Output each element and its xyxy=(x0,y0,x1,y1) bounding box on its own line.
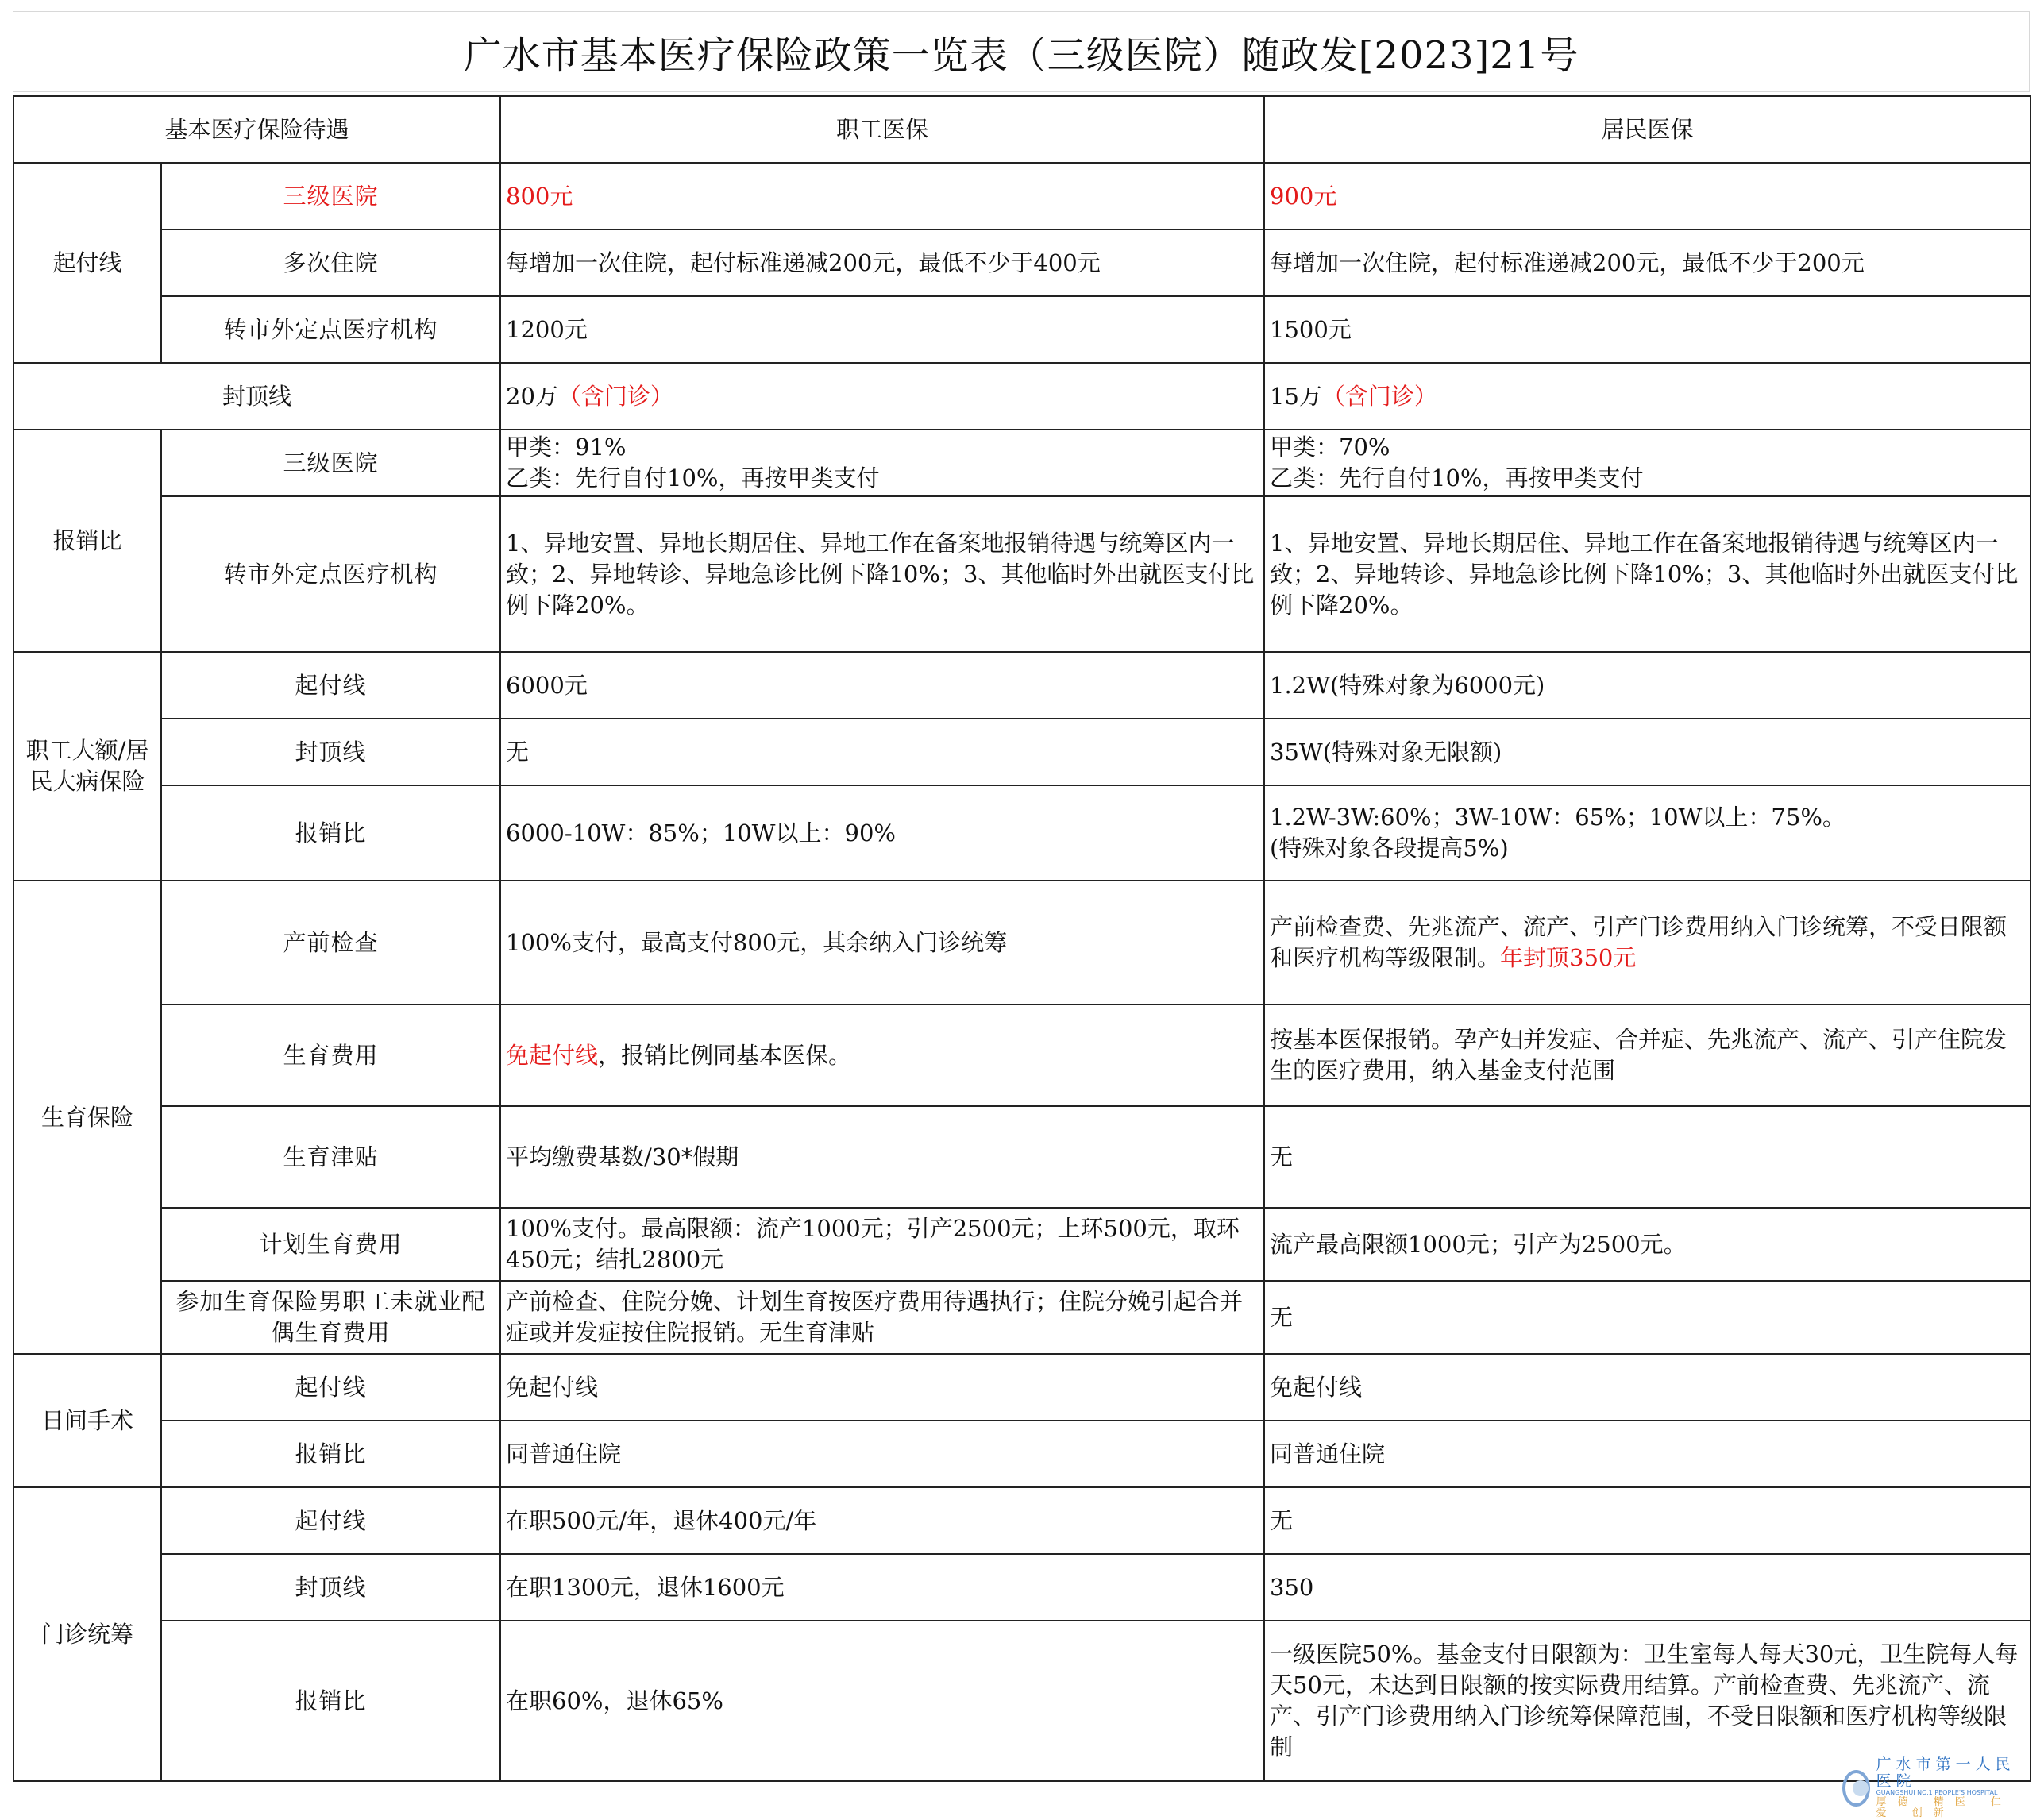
employee-value xyxy=(500,430,1264,496)
logo-text xyxy=(1876,1756,2027,1819)
item-cap: 封顶线 xyxy=(161,1554,500,1621)
employee-value: 在职1300元，退休1600元 xyxy=(500,1554,1264,1621)
table-row xyxy=(13,1421,2031,1487)
table-row xyxy=(13,430,2031,496)
resident-value: 无 xyxy=(1264,1281,2031,1354)
item-ratio: 报销比 xyxy=(161,1421,500,1487)
resident-value: 每增加一次住院，起付标准递减200元，最低不少于200元 xyxy=(1264,229,2031,296)
group-day-surgery: 日间手术 xyxy=(13,1354,161,1487)
table-row xyxy=(13,719,2031,785)
employee-value: 每增加一次住院，起付标准递减200元，最低不少于400元 xyxy=(500,229,1264,296)
employee-value: 同普通住院 xyxy=(500,1421,1264,1487)
header-resident: 居民医保 xyxy=(1264,96,2031,163)
resident-prenatal-text: 产前检查费、先兆流产、流产、引产门诊费用纳入门诊统筹，不受日限额和医疗机构等级限制。 xyxy=(1270,913,2007,971)
item-tertiary-hospital: 三级医院 xyxy=(161,430,500,496)
table-row xyxy=(13,1106,2031,1208)
logo-motto: 厚德 精医 仁爱 创新 xyxy=(1876,1796,2012,1820)
employee-birth-note: 免起付线 xyxy=(506,1041,599,1069)
resident-ratio-note: (特殊对象各段提高5%) xyxy=(1270,835,1509,862)
table-row xyxy=(13,1621,2031,1781)
item-ratio: 报销比 xyxy=(161,1621,500,1781)
table-row xyxy=(13,1554,2031,1621)
item-family-planning: 计划生育费用 xyxy=(161,1208,500,1281)
table-row xyxy=(13,163,2031,229)
resident-class-b: 乙类：先行自付10%，再按甲类支付 xyxy=(1270,465,1644,492)
employee-value xyxy=(500,1004,1264,1106)
resident-value: 免起付线 xyxy=(1264,1354,2031,1421)
logo-english-name: GUANGSHUI NO.1 PEOPLE'S HOSPITAL xyxy=(1876,1789,1998,1797)
resident-value: 无 xyxy=(1264,1106,2031,1208)
resident-value xyxy=(1264,363,2031,430)
item-spouse-birth: 参加生育保险男职工未就业配偶生育费用 xyxy=(161,1281,500,1354)
group-maternity: 生育保险 xyxy=(13,881,161,1354)
resident-value: 1500元 xyxy=(1264,296,2031,363)
employee-value: 1、异地安置、异地长期居住、异地工作在备案地报销待遇与统筹区内一致；2、异地转诊、异地急诊比例下降10%；3、其他临时外出就医支付比例下降20%。 xyxy=(500,496,1264,652)
table-row xyxy=(13,363,2031,430)
policy-table xyxy=(13,95,2031,1782)
item-prenatal-check: 产前检查 xyxy=(161,881,500,1004)
employee-cap-amount: 20万 xyxy=(506,382,558,410)
item-cap: 封顶线 xyxy=(161,719,500,785)
item-outside-referral: 转市外定点医疗机构 xyxy=(161,296,500,363)
table-row xyxy=(13,652,2031,719)
employee-value: 6000元 xyxy=(500,652,1264,719)
header-employee: 职工医保 xyxy=(500,96,1264,163)
employee-value: 无 xyxy=(500,719,1264,785)
group-reimbursement: 报销比 xyxy=(13,430,161,652)
header-row xyxy=(13,96,2031,163)
item-deductible: 起付线 xyxy=(161,1354,500,1421)
resident-cap-amount: 15万 xyxy=(1270,382,1322,410)
table-row xyxy=(13,229,2031,296)
resident-value: 流产最高限额1000元；引产为2500元。 xyxy=(1264,1208,2031,1281)
table-row xyxy=(13,296,2031,363)
resident-value: 1、异地安置、异地长期居住、异地工作在备案地报销待遇与统筹区内一致；2、异地转诊、异地急诊比例下降10%；3、其他临时外出就医支付比例下降20%。 xyxy=(1264,496,2031,652)
item-deductible: 起付线 xyxy=(161,652,500,719)
resident-value: 无 xyxy=(1264,1487,2031,1554)
employee-birth-text: ，报销比例同基本医保。 xyxy=(598,1041,852,1069)
item-birth-expenses: 生育费用 xyxy=(161,1004,500,1106)
employee-value: 6000-10W：85%；10W以上：90% xyxy=(500,785,1264,881)
table-row xyxy=(13,1487,2031,1554)
document-title: 广水市基本医疗保险政策一览表（三级医院）随政发[2023]21号 xyxy=(13,11,2030,92)
resident-value xyxy=(1264,430,2031,496)
item-ratio: 报销比 xyxy=(161,785,500,881)
item-outside-referral: 转市外定点医疗机构 xyxy=(161,496,500,652)
resident-prenatal-cap: 年封顶350元 xyxy=(1500,944,1637,971)
employee-value: 在职500元/年，退休400元/年 xyxy=(500,1487,1264,1554)
item-maternity-allowance: 生育津贴 xyxy=(161,1106,500,1208)
employee-value: 免起付线 xyxy=(500,1354,1264,1421)
hospital-emblem-icon xyxy=(1842,1770,1870,1807)
employee-class-b: 乙类：先行自付10%，再按甲类支付 xyxy=(506,465,880,492)
employee-value: 平均缴费基数/30*假期 xyxy=(500,1106,1264,1208)
employee-value: 100%支付。最高限额：流产1000元；引产2500元；上环500元，取环450元；结扎2800元 xyxy=(500,1208,1264,1281)
group-cap: 封顶线 xyxy=(13,363,500,430)
item-deductible: 起付线 xyxy=(161,1487,500,1554)
resident-value: 350 xyxy=(1264,1554,2031,1621)
table-row xyxy=(13,496,2031,652)
employee-value: 在职60%，退休65% xyxy=(500,1621,1264,1781)
resident-value: 一级医院50%。基金支付日限额为：卫生室每人每天30元，卫生院每人每天50元，未达到日限额的按实际费用结算。产前检查费、先兆流产、流产、引产门诊费用纳入门诊统筹保障范围，不受日限额和医疗机构等级限制 xyxy=(1264,1621,2031,1781)
resident-value: 同普通住院 xyxy=(1264,1421,2031,1487)
logo-hospital-name: 广水市第一人民医院 xyxy=(1876,1756,2015,1791)
employee-value xyxy=(500,363,1264,430)
resident-ratio-line: 1.2W-3W:60%；3W-10W：65%；10W以上：75%。 xyxy=(1270,804,1845,831)
resident-value: 900元 xyxy=(1264,163,2031,229)
table-row xyxy=(13,1281,2031,1354)
table-row xyxy=(13,881,2031,1004)
table-row xyxy=(13,1004,2031,1106)
resident-class-a: 甲类：70% xyxy=(1270,434,1390,461)
employee-value: 1200元 xyxy=(500,296,1264,363)
group-outpatient: 门诊统筹 xyxy=(13,1487,161,1781)
employee-cap-note: （含门诊） xyxy=(557,382,673,410)
employee-value: 产前检查、住院分娩、计划生育按医疗费用待遇执行；住院分娩引起合并症或并发症按住院报销。无生育津贴 xyxy=(500,1281,1264,1354)
header-category: 基本医疗保险待遇 xyxy=(13,96,500,163)
item-tertiary-hospital: 三级医院 xyxy=(161,163,500,229)
item-multiple-admission: 多次住院 xyxy=(161,229,500,296)
resident-value: 按基本医保报销。孕产妇并发症、合并症、先兆流产、流产、引产住院发生的医疗费用，纳入基金支付范围 xyxy=(1264,1004,2031,1106)
resident-value: 1.2W(特殊对象为6000元) xyxy=(1264,652,2031,719)
employee-value: 100%支付，最高支付800元，其余纳入门诊统筹 xyxy=(500,881,1264,1004)
resident-value xyxy=(1264,785,2031,881)
employee-class-a: 甲类：91% xyxy=(506,434,627,461)
group-critical-illness: 职工大额/居民大病保险 xyxy=(13,652,161,881)
group-deductible: 起付线 xyxy=(13,163,161,363)
employee-value: 800元 xyxy=(500,163,1264,229)
resident-value xyxy=(1264,881,2031,1004)
table-row xyxy=(13,1208,2031,1281)
hospital-logo-watermark xyxy=(1842,1756,2027,1820)
resident-value: 35W(特殊对象无限额) xyxy=(1264,719,2031,785)
table-row xyxy=(13,1354,2031,1421)
table-row xyxy=(13,785,2031,881)
resident-cap-note: （含门诊） xyxy=(1321,382,1437,410)
